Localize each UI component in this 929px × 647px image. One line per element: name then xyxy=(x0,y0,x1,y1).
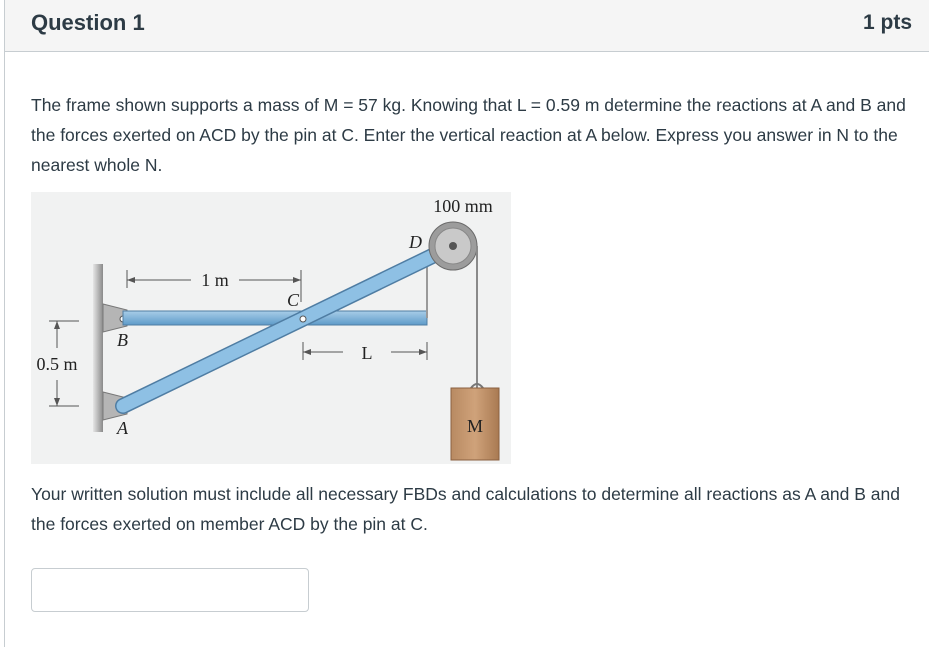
label-d: D xyxy=(409,232,422,252)
frame-figure xyxy=(31,192,511,464)
label-l: L xyxy=(361,343,373,363)
solution-note: Your written solution must include all necessary FBDs and calculations to determine all reactions as A and B and the forces exerted on member ACD by the pin at C. xyxy=(31,484,900,534)
question-points: 1 pts xyxy=(862,11,912,34)
pin-c xyxy=(300,316,306,322)
label-pulley-dim: 100 mm xyxy=(433,196,493,216)
question-card xyxy=(4,0,929,647)
label-a: A xyxy=(117,418,128,438)
pulley-axle xyxy=(449,242,457,250)
label-1m: 1 m xyxy=(201,270,229,290)
member-bc xyxy=(123,311,427,325)
question-header xyxy=(5,0,929,52)
label-05m: 0.5 m xyxy=(36,354,78,374)
question-title: Question 1 xyxy=(31,10,145,35)
label-c: C xyxy=(287,290,300,310)
question-text: The frame shown supports a mass of M = 57 kg. Knowing that L = 0.59 m determine the reactions at A and B and the forces exerted on ACD by the pin at C. Enter the vertical reaction at A below. Express you answer in N to the nearest whole N. xyxy=(31,95,906,175)
label-m: M xyxy=(466,416,484,436)
answer-input[interactable] xyxy=(31,568,309,612)
wall xyxy=(93,264,103,432)
frame-diagram xyxy=(31,192,511,464)
label-b: B xyxy=(117,330,128,350)
